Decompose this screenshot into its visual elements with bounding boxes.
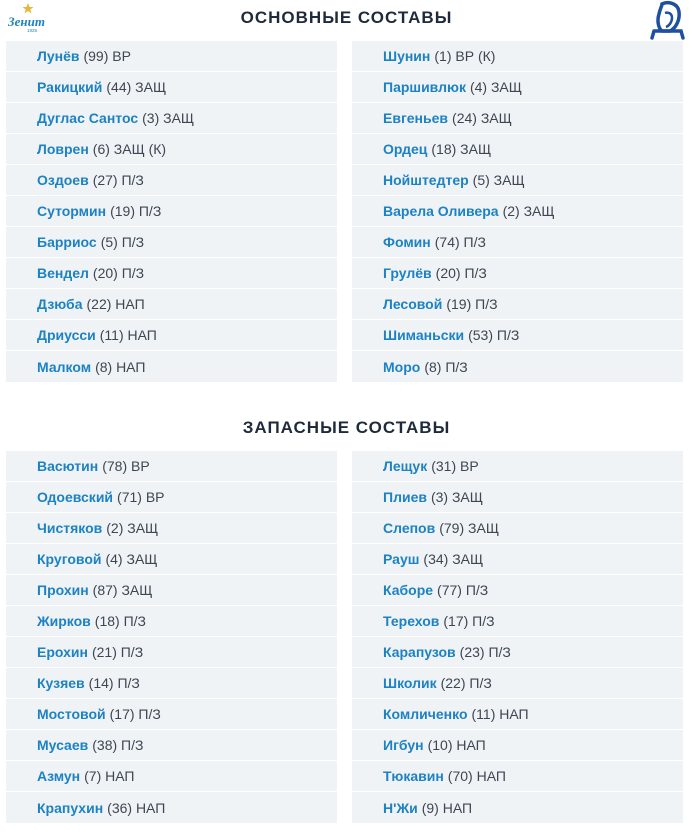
player-number-position: (38) П/З [92,737,144,753]
player-name-link[interactable]: Прохин [37,582,89,598]
player-row [6,258,337,289]
player-number-position: (79) ЗАЩ [439,520,499,536]
player-row [352,482,683,513]
player-name-link[interactable]: Лунёв [37,48,80,64]
player-row [352,289,683,320]
player-number-position: (19) П/З [110,203,162,219]
player-name-link[interactable]: Азмун [37,768,81,784]
player-row [352,761,683,792]
player-row [6,575,337,606]
player-row [352,134,683,165]
player-name-link[interactable]: Круговой [37,551,102,567]
player-row [352,320,683,351]
player-name-link[interactable]: Лещук [383,458,428,474]
player-number-position: (99) ВР [83,48,131,64]
player-row [352,72,683,103]
player-row [352,103,683,134]
player-name-link[interactable]: Моро [383,358,421,375]
player-number-position: (27) П/З [92,172,144,188]
player-row [6,165,337,196]
player-number-position: (1) ВР (К) [434,48,496,64]
player-row [352,227,683,258]
player-name-link[interactable]: Грулёв [383,265,432,281]
lineups-title: ОСНОВНЫЕ СОСТАВЫ [240,8,453,27]
player-row [6,792,337,823]
player-name-link[interactable]: Крапухин [37,799,104,816]
player-row [6,451,337,482]
player-number-position: (20) П/З [435,265,487,281]
player-row [352,351,683,382]
player-number-position: (8) П/З [424,358,468,375]
player-name-link[interactable]: Дриусси [37,327,96,343]
player-name-link[interactable]: Школик [383,675,437,691]
player-row [352,637,683,668]
player-number-position: (11) НАП [99,327,157,343]
player-name-link[interactable]: Мусаев [37,737,89,753]
player-number-position: (74) П/З [434,234,486,250]
svg-text:1925: 1925 [27,28,38,33]
player-name-link[interactable]: Плиев [383,489,427,505]
player-number-position: (22) П/З [440,675,492,691]
player-number-position: (34) ЗАЩ [423,551,484,567]
player-name-link[interactable]: Карапузов [383,644,456,660]
player-number-position: (9) НАП [421,799,473,816]
player-row [352,699,683,730]
player-number-position: (23) П/З [459,644,511,660]
home-lineup-list [6,41,337,382]
player-name-link[interactable]: Игбун [383,737,424,753]
player-row [6,606,337,637]
player-number-position: (2) ЗАЩ [502,203,555,219]
player-number-position: (53) П/З [468,327,520,343]
player-number-position: (19) П/З [446,296,498,312]
player-number-position: (14) П/З [88,675,140,691]
player-number-position: (70) НАП [447,768,506,784]
player-name-link[interactable]: Нойштедтер [383,172,469,188]
player-row [6,41,337,72]
substitutes-title: ЗАПАСНЫЕ СОСТАВЫ [242,418,451,437]
player-name-link[interactable]: Фомин [383,234,431,250]
player-number-position: (87) ЗАЩ [92,582,153,598]
player-row [352,451,683,482]
player-name-link[interactable]: Комличенко [383,706,468,722]
player-number-position: (44) ЗАЩ [106,79,167,95]
player-number-position: (17) П/З [443,613,495,629]
player-row [6,103,337,134]
player-row [352,730,683,761]
player-name-link[interactable]: Ловрен [37,141,89,157]
player-row [6,668,337,699]
player-name-link[interactable]: Ракицкий [37,79,103,95]
svg-text:Зенит: Зенит [8,14,45,29]
player-row [352,41,683,72]
player-number-position: (24) ЗАЩ [452,110,512,126]
player-name-link[interactable]: Кузяев [37,675,85,691]
player-row [6,227,337,258]
player-name-link[interactable]: Слепов [383,520,436,536]
player-row [352,792,683,823]
player-number-position: (36) НАП [107,799,166,816]
player-name-link[interactable]: Варела Оливера [383,203,499,219]
player-number-position: (5) ЗАЩ [472,172,525,188]
away-lineup-list [352,41,683,382]
away-substitutes-list [352,451,683,823]
player-number-position: (78) ВР [102,458,150,474]
player-name-link[interactable]: Сутормин [37,203,107,219]
player-name-link[interactable]: Оздоев [37,172,89,188]
player-number-position: (18) П/З [94,613,146,629]
player-row [6,699,337,730]
player-name-link[interactable]: Паршивлюк [383,79,466,95]
player-row [6,513,337,544]
player-number-position: (17) П/З [109,706,161,722]
player-name-link[interactable]: Одоевский [37,489,114,505]
player-number-position: (31) ВР [431,458,479,474]
player-row [6,320,337,351]
player-number-position: (6) ЗАЩ (К) [92,141,167,157]
player-row [352,513,683,544]
player-number-position: (7) НАП [84,768,135,784]
player-number-position: (5) П/З [100,234,145,250]
player-number-position: (3) ЗАЩ [430,489,483,505]
player-number-position: (10) НАП [427,737,486,753]
player-name-link[interactable]: Тюкавин [383,768,444,784]
player-number-position: (71) ВР [117,489,165,505]
player-row [352,258,683,289]
player-number-position: (8) НАП [95,358,146,375]
player-name-link[interactable]: Шиманьски [383,327,465,343]
player-name-link[interactable]: Дуглас Сантос [37,110,139,126]
player-number-position: (11) НАП [471,706,529,722]
player-number-position: (4) ЗАЩ [469,79,522,95]
player-name-link[interactable]: Малком [37,358,92,375]
player-row [6,351,337,382]
player-name-link[interactable]: Мостовой [37,706,106,722]
player-row [352,606,683,637]
player-name-link[interactable]: Жирков [37,613,91,629]
player-number-position: (3) ЗАЩ [142,110,195,126]
player-name-link[interactable]: Барриос [37,234,97,250]
player-row [352,544,683,575]
player-row [6,482,337,513]
player-name-link[interactable]: Дзюба [37,296,83,312]
player-name-link[interactable]: Рауш [383,551,420,567]
player-number-position: (22) НАП [86,296,145,312]
player-row [6,637,337,668]
player-row [352,575,683,606]
player-number-position: (21) П/З [91,644,144,660]
player-row [352,196,683,227]
player-row [6,761,337,792]
player-row [6,289,337,320]
player-name-link[interactable]: Вендел [37,265,89,281]
player-name-link[interactable]: Евгеньев [383,110,449,126]
player-name-link[interactable]: Н'Жи [383,799,418,816]
player-number-position: (18) ЗАЩ [431,141,492,157]
player-number-position: (77) П/З [437,582,489,598]
player-name-link[interactable]: Васютин [37,458,99,474]
player-name-link[interactable]: Ордец [383,141,428,157]
player-row [352,165,683,196]
player-row [6,72,337,103]
player-row [6,134,337,165]
player-name-link[interactable]: Шунин [383,48,431,64]
player-name-link[interactable]: Каборе [383,582,434,598]
player-name-link[interactable]: Ерохин [37,644,88,660]
player-name-link[interactable]: Лесовой [383,296,443,312]
home-substitutes-list [6,451,337,823]
player-name-link[interactable]: Терехов [383,613,440,629]
player-row [6,730,337,761]
player-number-position: (4) ЗАЩ [105,551,158,567]
player-row [6,544,337,575]
player-row [352,668,683,699]
player-row [6,196,337,227]
player-name-link[interactable]: Чистяков [37,520,103,536]
player-number-position: (20) П/З [92,265,145,281]
player-number-position: (2) ЗАЩ [106,520,159,536]
